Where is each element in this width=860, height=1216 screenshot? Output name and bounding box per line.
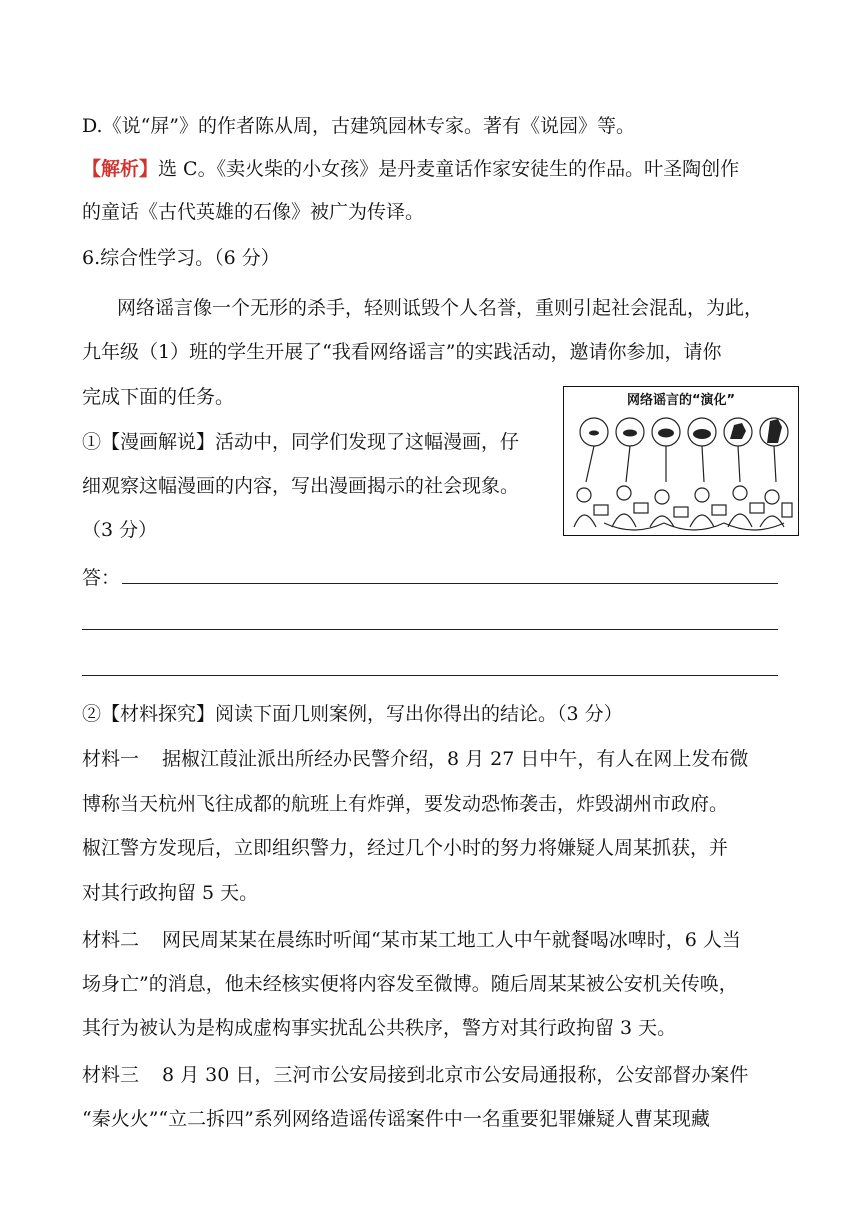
analysis-text-1: 选 C。《卖火柴的小女孩》是丹麦童话作家安徒生的作品。叶圣陶创作 xyxy=(158,158,740,180)
intro-line-2: 九年级（1）班的学生开展了“我看网络谣言”的实践活动，邀请你参加，请你 xyxy=(82,341,722,363)
material-2-line-2: 场身亡”的消息，他未经核实便将内容发至微博。随后周某某被公安机关传唤， xyxy=(82,973,738,995)
task-1-line-2: 细观察这幅漫画的内容，写出漫画揭示的社会现象。 xyxy=(82,475,520,497)
answer-line-1[interactable] xyxy=(122,583,778,584)
material-1-text-1: 据椒江葭沚派出所经办民警介绍，8 月 27 日中午，有人在网上发布微 xyxy=(162,748,749,770)
material-2-label: 材料二 xyxy=(82,929,140,951)
task-1-line-1: ①【漫画解说】活动中，同学们发现了这幅漫画，仔 xyxy=(82,431,520,453)
material-3-line-2: “秦火火”“立二拆四”系列网络造谣传谣案件中一名重要犯罪嫌疑人曹某现藏 xyxy=(82,1108,710,1130)
material-3-line-1 xyxy=(82,1063,748,1087)
material-3-label: 材料三 xyxy=(82,1064,140,1086)
analysis-tag: 【解析】 xyxy=(82,158,159,180)
cartoon-title: 网络谣言的“演化” xyxy=(626,393,736,408)
material-1-line-3: 椒江警方发现后，立即组织警力，经过几个小时的努力将嫌疑人周某抓获，并 xyxy=(82,837,729,859)
option-d: D.《说“屏”》的作者陈从周，古建筑园林专家。著有《说园》等。 xyxy=(82,115,636,137)
material-2-text-1: 网民周某某在晨练时听闻“某市某工地工人中午就餐喝冰啤时，6 人当 xyxy=(162,929,741,951)
intro-line-1: 网络谣言像一个无形的杀手，轻则诋毁个人名誉，重则引起社会混乱，为此， xyxy=(117,297,764,319)
cartoon-drawing xyxy=(564,387,798,535)
material-1-line-2: 博称当天杭州飞往成都的航班上有炸弹，要发动恐怖袭击，炸毁湖州市政府。 xyxy=(82,793,729,815)
question-6-heading: 6.综合性学习。（6 分） xyxy=(82,247,280,269)
answer-line-3[interactable] xyxy=(82,675,778,676)
material-2-line-3: 其行为被认为是构成虚构事实扰乱公共秩序，警方对其行政拘留 3 天。 xyxy=(82,1017,677,1039)
answer-line-2[interactable] xyxy=(82,629,778,630)
answer-label: 答： xyxy=(82,567,121,589)
task-1-score: （3 分） xyxy=(82,519,158,541)
analysis-line-1 xyxy=(82,157,739,181)
material-1-label: 材料一 xyxy=(82,748,140,770)
task-2-heading: ②【材料探究】阅读下面几则案例，写出你得出的结论。（3 分） xyxy=(82,703,623,725)
material-2-line-1 xyxy=(82,928,741,952)
analysis-line-2: 的童话《古代英雄的石像》被广为传译。 xyxy=(82,201,425,223)
intro-line-3: 完成下面的任务。 xyxy=(82,386,235,408)
material-1-line-4: 对其行政拘留 5 天。 xyxy=(82,882,259,904)
material-3-text-1: 8 月 30 日，三河市公安局接到北京市公安局通报称，公安部督办案件 xyxy=(162,1064,749,1086)
cartoon-image xyxy=(563,386,799,536)
material-1-line-1 xyxy=(82,747,748,771)
